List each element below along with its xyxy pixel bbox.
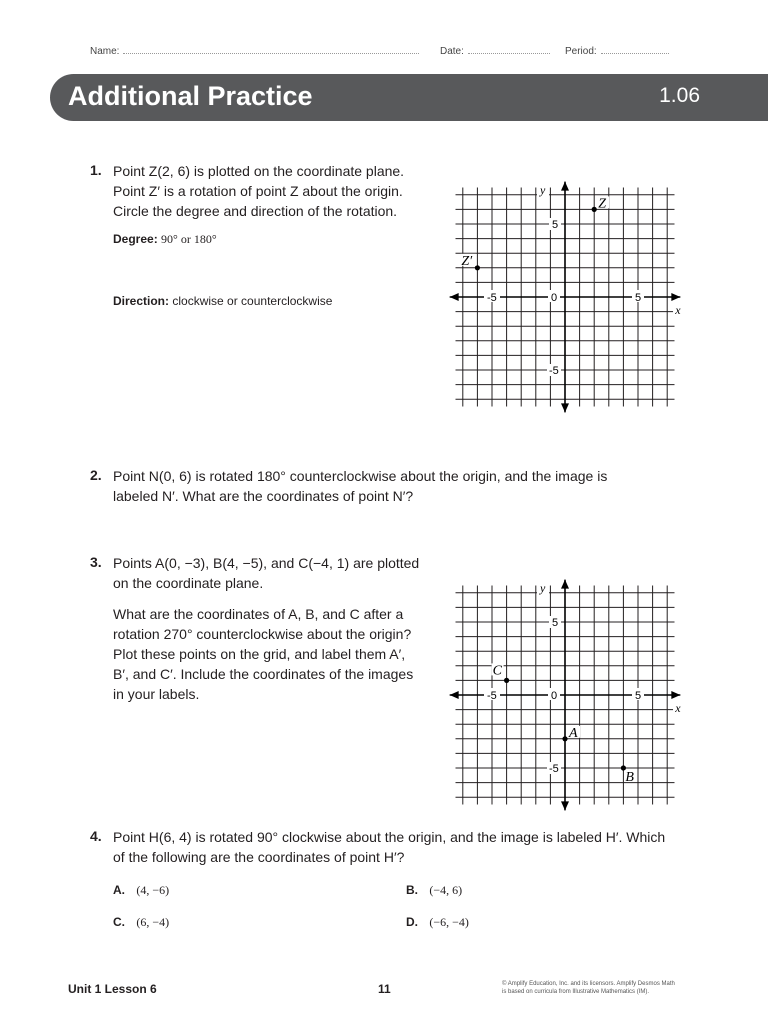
- point-z: [592, 207, 597, 212]
- x-axis-arrow-right: [671, 691, 680, 699]
- y-axis-arrow-up: [561, 580, 569, 589]
- tick-label-neg-y: -5: [549, 763, 559, 775]
- x-axis-label: x: [675, 701, 681, 715]
- choice-b-letter: B.: [406, 883, 418, 897]
- choice-a-letter: A.: [113, 883, 125, 897]
- choice-b[interactable]: [406, 880, 462, 900]
- copyright-line: is based on curricula from Illustrative Mathematics (IM).: [502, 989, 650, 995]
- tick-label-neg-y: -5: [549, 365, 559, 377]
- name-label: Name:: [90, 46, 120, 57]
- problem-3-line: on the coordinate plane.: [113, 575, 264, 591]
- period-field[interactable]: [565, 44, 669, 57]
- date-line[interactable]: [468, 44, 550, 54]
- problem-2-text: [113, 466, 673, 506]
- degree-label: Degree:: [113, 232, 158, 246]
- choice-c-letter: C.: [113, 915, 125, 929]
- choice-b-value: (−4, 6): [429, 883, 463, 897]
- choice-d-letter: D.: [406, 915, 418, 929]
- problem-3-line: What are the coordinates of A, B, and C after a: [113, 606, 404, 622]
- period-line[interactable]: [601, 44, 669, 54]
- tick-label-pos-y: 5: [552, 219, 559, 231]
- degree-row: [113, 229, 217, 249]
- problem-3-number: 3.: [90, 554, 102, 570]
- page-number: 11: [378, 982, 391, 996]
- point-z-prime: [475, 265, 480, 270]
- problem-3-line: B′, and C′. Include the coordinates of the images: [113, 666, 414, 682]
- copyright-notice: [502, 980, 712, 996]
- point-label-z: Z: [598, 196, 606, 212]
- problem-1-line: Circle the degree and direction of the rotation.: [113, 203, 398, 219]
- problem-1-text: [113, 161, 433, 221]
- problem-1-line: Point Z(2, 6) is plotted on the coordinate plane.: [113, 163, 405, 179]
- choice-c[interactable]: [113, 912, 169, 932]
- choice-a-value: (4, −6): [136, 883, 170, 897]
- title-banner: [50, 74, 768, 121]
- problem-3-line: Plot these points on the grid, and label them A′,: [113, 646, 406, 662]
- y-axis-label: y: [540, 581, 546, 596]
- x-axis-arrow-left: [450, 691, 459, 699]
- name-line[interactable]: [123, 44, 419, 54]
- y-axis-arrow-down: [561, 403, 569, 412]
- unit-lesson-label: Unit 1 Lesson 6: [68, 982, 157, 996]
- page-title: Additional Practice: [68, 81, 313, 111]
- x-axis-label: x: [675, 303, 681, 317]
- lesson-number: 1.06: [659, 84, 700, 107]
- problem-1-number: 1.: [90, 162, 102, 178]
- tick-label-neg-x: -5: [487, 292, 497, 304]
- name-field[interactable]: [90, 44, 419, 57]
- date-field[interactable]: [440, 44, 550, 57]
- problem-2-number: 2.: [90, 467, 102, 483]
- choice-d-value: (−6, −4): [429, 915, 469, 929]
- tick-label-pos-x: 5: [635, 690, 642, 702]
- problem-1-line: Point Z′ is a rotation of point Z about the origin.: [113, 183, 403, 199]
- tick-label-neg-x: -5: [487, 690, 497, 702]
- problem-3-line: Points A(0, −3), B(4, −5), and C(−4, 1) are plotted: [113, 555, 420, 571]
- x-axis-arrow-left: [450, 293, 459, 301]
- problem-4-line: Point H(6, 4) is rotated 90° clockwise about the origin, and the image is labeled H′. Which: [113, 829, 666, 845]
- problem-4-line: of the following are the coordinates of point H′?: [113, 849, 405, 865]
- problem-4-text: [113, 827, 713, 867]
- degree-options[interactable]: 90° or 180°: [161, 232, 217, 246]
- y-axis-arrow-up: [561, 182, 569, 191]
- direction-options[interactable]: clockwise or counterclockwise: [172, 294, 333, 308]
- coordinate-grid-1[interactable]: [440, 160, 690, 415]
- y-axis-label: y: [540, 183, 546, 198]
- tick-label-pos-x: 5: [635, 292, 642, 304]
- point-label-z-prime: Z′: [461, 253, 473, 269]
- x-axis-arrow-right: [671, 293, 680, 301]
- direction-row: [113, 291, 332, 311]
- tick-label-origin: 0: [551, 690, 558, 702]
- y-axis-arrow-down: [561, 801, 569, 810]
- problem-3-line: in your labels.: [113, 686, 200, 702]
- point-a: [562, 736, 567, 741]
- point-c: [504, 678, 509, 683]
- direction-label: Direction:: [113, 294, 170, 308]
- period-label: Period:: [565, 46, 597, 57]
- coordinate-grid-2[interactable]: [440, 558, 690, 813]
- problem-3-instructions: [113, 604, 443, 704]
- copyright-line: © Amplify Education, Inc. and its licensors. Amplify Desmos Math: [502, 981, 675, 987]
- problem-4-number: 4.: [90, 828, 102, 844]
- problem-3-text: [113, 553, 443, 593]
- problem-2-line: Point N(0, 6) is rotated 180° counterclockwise about the origin, and the image is: [113, 468, 608, 484]
- point-label-a: A: [569, 725, 578, 741]
- date-label: Date:: [440, 46, 464, 57]
- choice-c-value: (6, −4): [136, 915, 170, 929]
- problem-2-line: labeled N′. What are the coordinates of point N′?: [113, 488, 414, 504]
- tick-label-origin: 0: [551, 292, 558, 304]
- problem-3-line: rotation 270° counterclockwise about the origin?: [113, 626, 412, 642]
- point-label-c: C: [492, 663, 502, 679]
- choice-a[interactable]: [113, 880, 169, 900]
- choice-d[interactable]: [406, 912, 469, 932]
- point-label-b: B: [625, 770, 634, 785]
- tick-label-pos-y: 5: [552, 617, 559, 629]
